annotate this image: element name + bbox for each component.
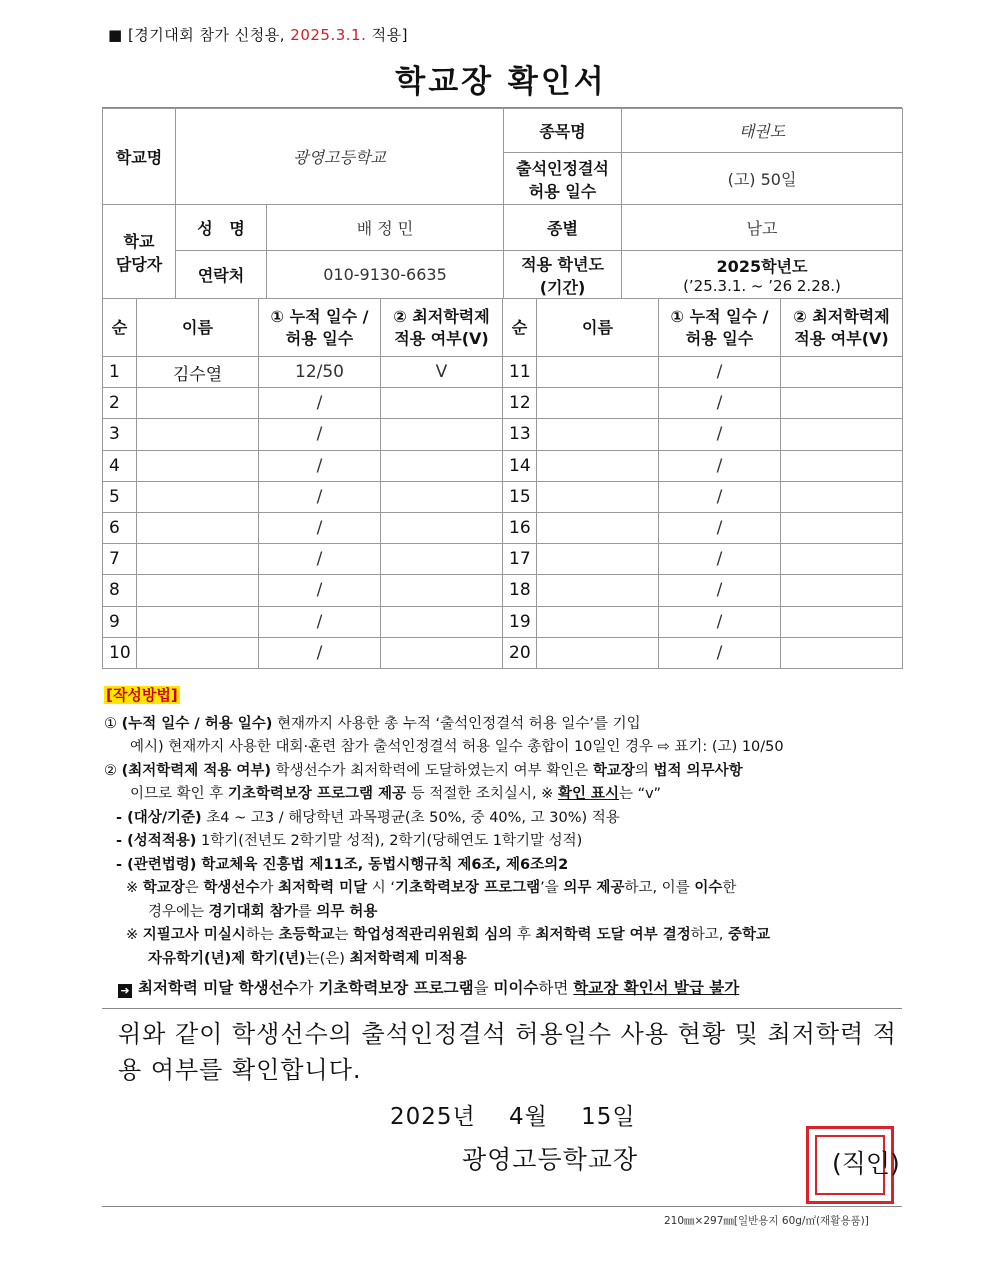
row-check [781, 419, 903, 450]
g1-text: 현재까지 사용한 총 누적 ‘출석인정결석 허용 일수’를 기입 [272, 715, 641, 732]
guide-line-9 [104, 901, 904, 925]
g10-b: 지필고사 미실시 [142, 927, 246, 943]
g12-c: 기초학력보장 프로그램 [318, 979, 474, 997]
row-name [537, 512, 659, 543]
row-check [781, 481, 903, 512]
col-min-2-2: 적용 여부(V) [794, 328, 889, 348]
gender-value: 남고 [622, 205, 903, 251]
school-value: 광영고등학교 [176, 109, 504, 205]
guide-line-4 [104, 783, 904, 807]
row-no: 12 [503, 388, 537, 419]
row-no: 7 [103, 544, 137, 575]
row-check [381, 606, 503, 637]
guide-line-2: 예시) 현재까지 사용한 대회·훈련 참가 출석인정결석 허용 일수 총합이 10일인 경우 ⇨ 표기: (고) 10/50 [130, 739, 784, 755]
year-label-2: (기간) [539, 277, 586, 297]
g3-d: 법적 의무사항 [653, 762, 743, 779]
g8-f: 최저학력 미달 [278, 880, 368, 896]
g6-bold: - (성적적용) [116, 833, 197, 849]
row-check [781, 512, 903, 543]
col-days-1: ① 누적 일수 / [270, 306, 369, 326]
guide-line-10 [104, 924, 904, 948]
g10-f: 학업성적관리위원회 심의 [353, 927, 513, 943]
g8-d: 학생선수 [203, 880, 260, 896]
row-check [781, 575, 903, 606]
g10-d: 초등학교 [278, 927, 335, 943]
g8-i: ’을 [540, 880, 564, 896]
allow-days-label [504, 153, 622, 205]
guide-line-8 [104, 877, 904, 901]
g8-b: 학교장 [142, 880, 185, 896]
g10-j: 중학교 [727, 927, 770, 943]
row-no: 16 [503, 512, 537, 543]
row-name [137, 544, 259, 575]
table-body [103, 357, 903, 669]
row-check [381, 419, 503, 450]
row-name [137, 637, 259, 668]
g6-text: 1학기(전년도 2학기말 성적), 2학기(당해연도 1학기말 성적) [196, 833, 583, 849]
row-no: 13 [503, 419, 537, 450]
table-header-row [103, 299, 903, 357]
signer-name: 광영고등학교장 [462, 1145, 639, 1174]
col-min-2: 적용 여부(V) [394, 328, 489, 348]
year-label-1: 적용 학년도 [521, 254, 604, 274]
col-days-2 [659, 299, 781, 357]
arrow-box-icon: ➜ [118, 984, 132, 998]
table-row [103, 388, 903, 419]
row-days: / [659, 544, 781, 575]
row-days: 12/50 [259, 357, 381, 388]
g8-j: 의무 제공 [563, 880, 625, 896]
table-row [103, 357, 903, 388]
col-min-2 [781, 299, 903, 357]
g9-b: 경기대회 참가 [208, 903, 298, 920]
statement-rule [102, 1008, 902, 1009]
row-days: / [259, 419, 381, 450]
row-check [381, 637, 503, 668]
col-name-2: 이름 [537, 299, 659, 357]
row-name [137, 512, 259, 543]
row-days: / [659, 450, 781, 481]
guide-line-7 [104, 854, 904, 878]
guide-line-12 [104, 977, 904, 1001]
guide-line-11 [104, 948, 904, 972]
g10-h: 최저학력 도달 여부 결정 [535, 927, 691, 943]
table-row [103, 450, 903, 481]
row-name [137, 575, 259, 606]
g8-l: 이수 [694, 880, 723, 896]
header-note-date: 2025.3.1. [290, 26, 367, 44]
row-name [537, 606, 659, 637]
g11-c: 최저학력제 미적용 [349, 950, 467, 967]
g9-c: 를 [297, 903, 317, 920]
guide-line-6 [104, 830, 904, 854]
row-name [537, 419, 659, 450]
paper-spec-footer: 210㎜×297㎜[일반용지 60g/㎡(재활용품)] [664, 1215, 869, 1227]
row-name [537, 481, 659, 512]
col-days-2: 허용 일수 [285, 328, 354, 348]
row-days: / [259, 606, 381, 637]
row-days: / [659, 357, 781, 388]
row-check [381, 544, 503, 575]
manager-label-1: 학교 [123, 231, 155, 251]
g4-a: 이므로 확인 후 [130, 786, 228, 802]
row-check [781, 450, 903, 481]
year-value [622, 251, 903, 299]
g1-num: ① [104, 715, 122, 732]
guide-line-1 [104, 713, 904, 737]
row-no: 8 [103, 575, 137, 606]
g8-k: 하고, 이를 [624, 880, 695, 896]
row-name: 김수열 [137, 357, 259, 388]
table-row [103, 544, 903, 575]
table-row [103, 419, 903, 450]
col-days-2-1: ① 누적 일수 / [670, 306, 769, 326]
row-days: / [259, 544, 381, 575]
col-min-1: ② 최저학력제 [393, 306, 490, 326]
row-name [137, 388, 259, 419]
row-no: 5 [103, 481, 137, 512]
g11-b: 는(은) [305, 950, 350, 967]
guide-line-3 [104, 760, 904, 784]
col-min [381, 299, 503, 357]
g3-c: 의 [634, 762, 654, 779]
row-name [137, 481, 259, 512]
row-days: / [659, 512, 781, 543]
row-no: 3 [103, 419, 137, 450]
row-days: / [659, 637, 781, 668]
g12-b: 가 [298, 979, 319, 997]
g4-b: 기초학력보장 프로그램 제공 [227, 786, 407, 802]
sport-label: 종목명 [504, 109, 622, 153]
row-no: 2 [103, 388, 137, 419]
row-check: V [381, 357, 503, 388]
row-no: 10 [103, 637, 137, 668]
allow-days-label-1: 출석인정결석 [516, 158, 609, 178]
g8-m: 한 [722, 880, 737, 896]
name-label: 성 명 [176, 205, 267, 251]
guide-heading: [작성방법] [106, 686, 178, 704]
row-name [137, 606, 259, 637]
guide-line-5 [104, 807, 904, 831]
g10-g: 후 [512, 927, 536, 943]
info-table [102, 108, 903, 299]
g3-a: 학생선수가 최저학력에 도달하였는지 여부 확인은 [271, 762, 593, 779]
row-name [537, 357, 659, 388]
seal-label: (직인) [832, 1149, 900, 1178]
g3-bold: (최저학력제 적용 여부) [121, 762, 272, 779]
g10-c: 하는 [245, 927, 279, 943]
g11-a: 자유학기(년)제 학기(년) [148, 950, 306, 967]
g5-text: 초4 ~ 고3 / 해당학년 과목평균(초 50%, 중 40%, 고 30%) 적용 [201, 809, 620, 826]
row-name [137, 450, 259, 481]
sport-value: 태권도 [622, 109, 903, 153]
row-no: 9 [103, 606, 137, 637]
header-note [108, 24, 408, 45]
year-label [504, 251, 622, 299]
g12-d: 을 [473, 979, 494, 997]
g4-d: 확인 표시 [557, 786, 620, 802]
row-no: 1 [103, 357, 137, 388]
col-days [259, 299, 381, 357]
row-no: 4 [103, 450, 137, 481]
row-no: 15 [503, 481, 537, 512]
g7-bold: - (관련법령) 학교체육 진흥법 제11조, 동법시행규칙 제6조, 제6조의2 [116, 856, 569, 873]
row-name [537, 544, 659, 575]
allow-days-label-2: 허용 일수 [528, 181, 597, 201]
student-table [102, 298, 903, 669]
confirmation-statement: 위와 같이 학생선수의 출석인정결석 허용일수 사용 현황 및 최저학력 적용 여부를 확인합니다. [118, 1020, 897, 1084]
col-days-2-2: 허용 일수 [685, 328, 754, 348]
row-check [781, 637, 903, 668]
row-days: / [659, 388, 781, 419]
g8-e: 가 [259, 880, 279, 896]
table-row [103, 606, 903, 637]
year-value-main: 2025학년도 [716, 257, 808, 276]
table-row [103, 575, 903, 606]
row-days: / [259, 481, 381, 512]
col-name: 이름 [137, 299, 259, 357]
g5-bold: - (대상/기준) [116, 809, 202, 826]
manager-label-2: 담당자 [115, 254, 163, 274]
row-check [781, 357, 903, 388]
row-check [781, 388, 903, 419]
row-days: / [259, 450, 381, 481]
contact-value: 010-9130-6635 [267, 251, 504, 299]
row-check [381, 575, 503, 606]
row-check [381, 450, 503, 481]
g10-e: 는 [334, 927, 354, 943]
g9-d: 의무 허용 [316, 903, 378, 920]
g3-num: ② [104, 762, 122, 779]
col-no: 순 [103, 299, 137, 357]
row-check [781, 544, 903, 575]
bottom-rule [102, 1206, 902, 1207]
row-no: 6 [103, 512, 137, 543]
contact-label: 연락처 [176, 251, 267, 299]
g8-c: 은 [184, 880, 204, 896]
issue-date: 2025년 4월 15일 [390, 1104, 636, 1130]
row-days: / [259, 575, 381, 606]
g12-e: 미이수 [493, 979, 539, 997]
document-title: 학교장 확인서 [395, 64, 607, 100]
row-days: / [659, 606, 781, 637]
g8-h: 기초학력보장 프로그램 [395, 880, 541, 896]
row-name [537, 575, 659, 606]
row-no: 17 [503, 544, 537, 575]
table-row [103, 637, 903, 668]
g1-bold: (누적 일수 / 허용 일수) [121, 715, 273, 732]
header-note-prefix: ■ [경기대회 참가 신청용, [108, 26, 291, 44]
row-days: / [259, 512, 381, 543]
row-days: / [259, 388, 381, 419]
row-check [381, 512, 503, 543]
header-note-suffix: 적용] [366, 26, 408, 44]
row-name [537, 388, 659, 419]
row-no: 11 [503, 357, 537, 388]
row-name [537, 450, 659, 481]
row-no: 20 [503, 637, 537, 668]
row-no: 18 [503, 575, 537, 606]
g12-f: 하면 [538, 979, 574, 997]
row-check [381, 388, 503, 419]
row-check [781, 606, 903, 637]
table-row [103, 481, 903, 512]
g4-e: 는 “v” [619, 786, 661, 802]
col-min-2-1: ② 최저학력제 [793, 306, 890, 326]
g9-a: 경우에는 [148, 903, 209, 920]
row-days: / [659, 481, 781, 512]
row-no: 14 [503, 450, 537, 481]
row-days: / [259, 637, 381, 668]
guide-section [104, 684, 904, 1001]
year-period: (’25.3.1. ~ ’26 2.28.) [683, 277, 841, 295]
school-label: 학교명 [103, 109, 176, 205]
g8-a: ※ [126, 880, 143, 896]
g10-a: ※ [126, 927, 143, 943]
manager-label [103, 205, 176, 299]
row-check [381, 481, 503, 512]
g3-b: 학교장 [592, 762, 635, 779]
allow-days-value: (고) 50일 [622, 153, 903, 205]
gender-label: 종별 [504, 205, 622, 251]
g12-g: 학교장 확인서 발급 불가 [573, 979, 740, 997]
g4-c: 등 적절한 조치실시, ※ [406, 786, 558, 802]
row-name [137, 419, 259, 450]
g8-g: 시 ‘ [367, 880, 396, 896]
row-no: 19 [503, 606, 537, 637]
manager-name-value: 배 정 민 [267, 205, 504, 251]
g12-a: 최저학력 미달 학생선수 [138, 979, 299, 997]
row-name [537, 637, 659, 668]
g10-i: 하고, [690, 927, 728, 943]
table-row [103, 512, 903, 543]
row-days: / [659, 575, 781, 606]
col-no-2: 순 [503, 299, 537, 357]
row-days: / [659, 419, 781, 450]
